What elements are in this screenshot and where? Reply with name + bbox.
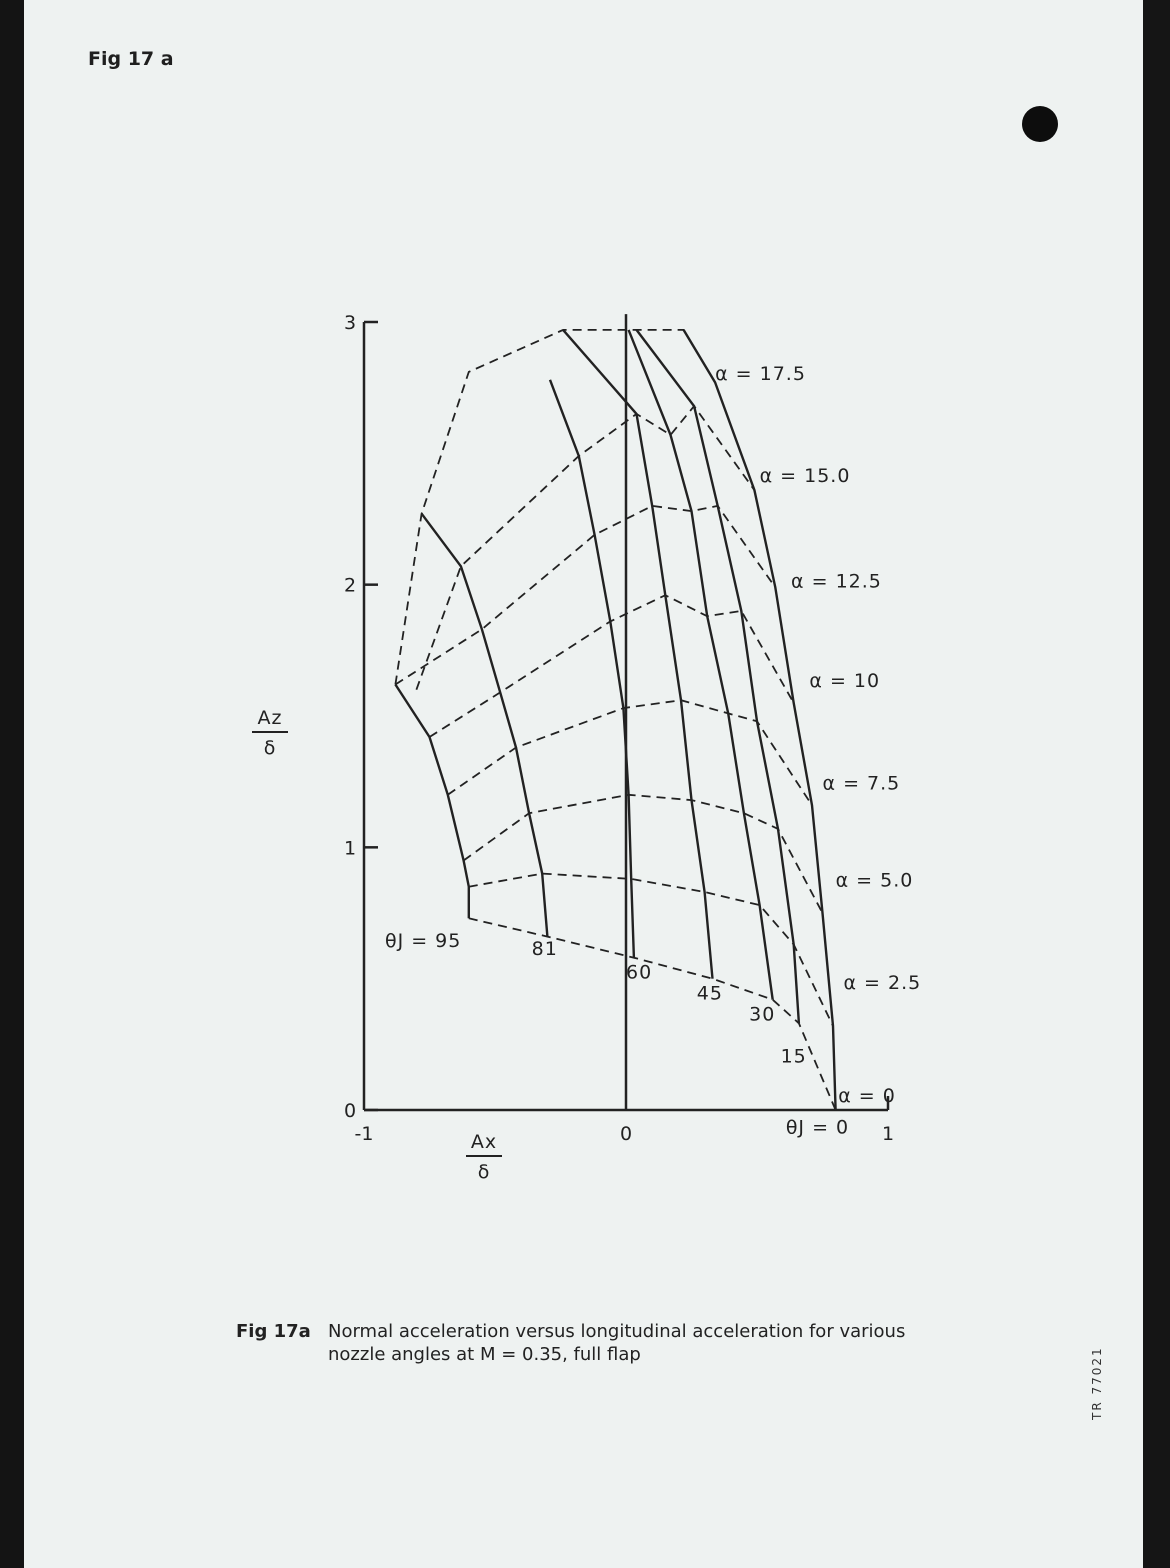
alpha-curve-2: [464, 795, 823, 913]
theta-curve-2: [550, 380, 634, 958]
y-tick-label: 2: [344, 574, 357, 597]
reference-code: TR 77021: [1090, 1346, 1104, 1420]
alpha-label-4: α = 10: [809, 670, 881, 693]
theta-label-2: 60: [626, 961, 653, 984]
x-tick-label: 1: [881, 1123, 895, 1145]
alpha-label-1: α = 2.5: [843, 972, 922, 995]
theta-curves: [395, 330, 835, 1110]
alpha-label-3: α = 7.5: [822, 772, 901, 795]
x-tick-label: -1: [354, 1123, 374, 1145]
alpha-curve-5: [395, 506, 775, 685]
alpha-curve-7: [395, 330, 715, 685]
alpha-label-5: α = 12.5: [791, 570, 882, 593]
theta-label-1: 81: [531, 938, 558, 961]
theta-label-3: 45: [696, 982, 723, 1005]
theta-label-0: θJ = 95: [384, 930, 462, 953]
alpha-curve-1: [469, 874, 833, 1026]
y-tick-label: 1: [344, 837, 357, 860]
y-axis-label-denominator: δ: [263, 737, 277, 759]
alpha-curves: [395, 330, 835, 1110]
theta-label-6: θJ = 0: [785, 1116, 850, 1139]
chart-axes: [344, 312, 894, 1145]
x-axis-label-numerator: Ax: [470, 1131, 498, 1153]
alpha-label-6: α = 15.0: [759, 465, 851, 488]
figure-number-label: Fig 17 a: [88, 48, 174, 70]
caption-text: Normal acceleration versus longitudinal acceleration for various nozzle angles at M = 0.35, full flap: [328, 1321, 906, 1365]
alpha-label-2: α = 5.0: [835, 869, 914, 892]
theta-curve-5: [637, 330, 799, 1023]
y-axis-label: [252, 707, 288, 759]
caption-label: Fig 17a: [236, 1321, 311, 1342]
chart-labels: [252, 363, 921, 1183]
x-tick-label: 0: [619, 1123, 633, 1145]
x-axis-label: [466, 1131, 502, 1183]
alpha-curve-0: [469, 918, 836, 1110]
y-tick-label: 3: [344, 312, 357, 334]
theta-label-4: 30: [749, 1003, 776, 1026]
theta-curve-3: [563, 330, 712, 979]
y-axis-label-numerator: Az: [257, 707, 283, 729]
alpha-label-7: α = 17.5: [715, 362, 806, 385]
alpha-label-0: α = 0: [838, 1085, 896, 1108]
y-tick-label: 0: [344, 1100, 357, 1122]
x-axis-label-denominator: δ: [477, 1161, 491, 1183]
theta-label-5: 15: [780, 1045, 807, 1068]
theta-curve-1: [422, 514, 548, 937]
